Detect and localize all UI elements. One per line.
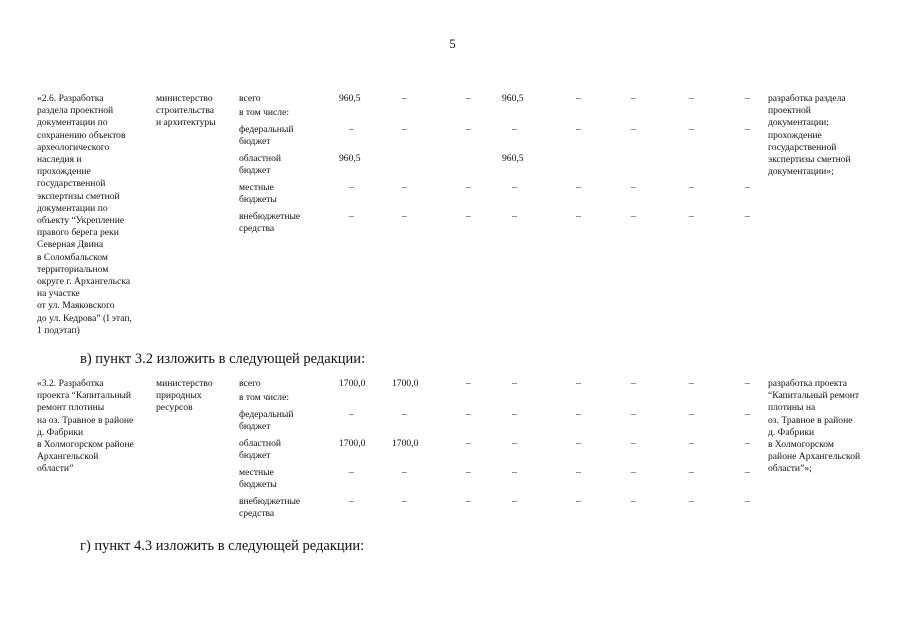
funding-value: – — [689, 438, 694, 449]
funding-source-label: областной бюджет — [239, 438, 282, 462]
funding-source-label: местные бюджеты — [239, 467, 277, 491]
funding-value: – — [631, 409, 636, 420]
funding-value: – — [512, 496, 517, 507]
funding-value: – — [512, 378, 517, 389]
funding-value: – — [745, 124, 750, 135]
funding-value: – — [745, 93, 750, 104]
funding-value: – — [689, 211, 694, 222]
funding-value: – — [689, 182, 694, 193]
funding-value: – — [745, 378, 750, 389]
funding-value: – — [689, 93, 694, 104]
block2-result: разработка проекта “Капитальный ремонт плотины на оз. Травное в районе д. Фабрики в Холмогорском районе Архангельской области”»; — [768, 378, 861, 475]
funding-value: – — [576, 467, 581, 478]
funding-value: – — [466, 378, 471, 389]
funding-source-label: всего — [239, 378, 261, 389]
funding-value: – — [745, 182, 750, 193]
funding-value: – — [512, 124, 517, 135]
funding-value: – — [466, 211, 471, 222]
funding-source-label: федеральный бюджет — [239, 409, 294, 433]
funding-value: – — [466, 467, 471, 478]
funding-value: – — [512, 182, 517, 193]
heading-item-3-2: в) пункт 3.2 изложить в следующей редакции: — [80, 351, 366, 367]
funding-value: – — [512, 467, 517, 478]
funding-value: 960,5 — [339, 93, 361, 104]
funding-source-label: в том числе: — [239, 107, 290, 118]
funding-source-label: внебюджетные средства — [239, 496, 301, 520]
funding-value: – — [576, 211, 581, 222]
funding-value: – — [576, 496, 581, 507]
funding-value: – — [349, 467, 354, 478]
funding-value: – — [349, 182, 354, 193]
block2-executor: министерство природных ресурсов — [156, 378, 213, 414]
funding-source-label: всего — [239, 93, 261, 104]
funding-value: – — [576, 409, 581, 420]
block1-result: разработка раздела проектной документации; прохождение государственной экспертизы сметной документации»; — [768, 93, 851, 178]
funding-value: – — [745, 467, 750, 478]
funding-value: 1700,0 — [392, 438, 419, 449]
funding-value: – — [631, 124, 636, 135]
funding-value: 960,5 — [502, 93, 524, 104]
funding-value: – — [466, 496, 471, 507]
funding-value: 1700,0 — [339, 438, 366, 449]
funding-value: – — [631, 182, 636, 193]
funding-value: – — [402, 409, 407, 420]
funding-value: – — [689, 378, 694, 389]
funding-value: – — [466, 182, 471, 193]
funding-value: – — [576, 124, 581, 135]
funding-value: – — [689, 124, 694, 135]
funding-value: – — [466, 438, 471, 449]
block2-activity: «3.2. Разработка проекта “Капитальный ремонт плотины на оз. Травное в районе д. Фабрики в Холмогорском районе Архангельской области” — [37, 378, 134, 475]
funding-value: – — [349, 496, 354, 507]
funding-value: – — [631, 378, 636, 389]
funding-value: 1700,0 — [392, 378, 419, 389]
funding-value: – — [745, 409, 750, 420]
heading-item-4-3: г) пункт 4.3 изложить в следующей редакции: — [80, 538, 365, 554]
funding-value: – — [689, 409, 694, 420]
funding-value: – — [512, 438, 517, 449]
funding-value: – — [349, 409, 354, 420]
funding-value: – — [466, 124, 471, 135]
funding-value: – — [631, 438, 636, 449]
funding-source-label: внебюджетные средства — [239, 211, 301, 235]
funding-value: – — [745, 496, 750, 507]
funding-value: – — [631, 93, 636, 104]
funding-value: – — [631, 496, 636, 507]
funding-value: – — [576, 378, 581, 389]
funding-source-label: в том числе: — [239, 392, 290, 403]
funding-value: – — [402, 211, 407, 222]
funding-value: – — [631, 211, 636, 222]
funding-value: – — [402, 182, 407, 193]
funding-value: – — [466, 93, 471, 104]
funding-value: – — [576, 182, 581, 193]
funding-value: – — [745, 438, 750, 449]
funding-value: – — [512, 409, 517, 420]
funding-value: – — [402, 467, 407, 478]
funding-value: 960,5 — [502, 153, 524, 164]
funding-value: – — [745, 211, 750, 222]
funding-value: – — [349, 124, 354, 135]
funding-value: 1700,0 — [339, 378, 366, 389]
block1-activity: «2.6. Разработка раздела проектной документации по сохранению объектов археологического наследия и прохождение государственной экспертизы сметной документации по объекту “Укрепление правого берега реки Северная Двина в Соломбальском территориальном округе г. Архангельска на участке от ул. Маяковского до ул. Кедрова” (I этап, 1 подэтап) — [37, 93, 132, 336]
funding-value: – — [402, 496, 407, 507]
funding-value: – — [466, 409, 471, 420]
funding-value: – — [349, 211, 354, 222]
funding-value: – — [631, 467, 636, 478]
funding-value: – — [689, 467, 694, 478]
funding-value: – — [402, 124, 407, 135]
page-number: 5 — [449, 36, 456, 51]
block1-executor: министерство строительства и архитектуры — [156, 93, 216, 129]
funding-value: – — [512, 211, 517, 222]
funding-value: – — [576, 438, 581, 449]
funding-value: – — [402, 93, 407, 104]
funding-value: – — [689, 496, 694, 507]
funding-value: 960,5 — [339, 153, 361, 164]
funding-source-label: федеральный бюджет — [239, 124, 294, 148]
funding-value: – — [576, 93, 581, 104]
funding-source-label: местные бюджеты — [239, 182, 277, 206]
funding-source-label: областной бюджет — [239, 153, 282, 177]
